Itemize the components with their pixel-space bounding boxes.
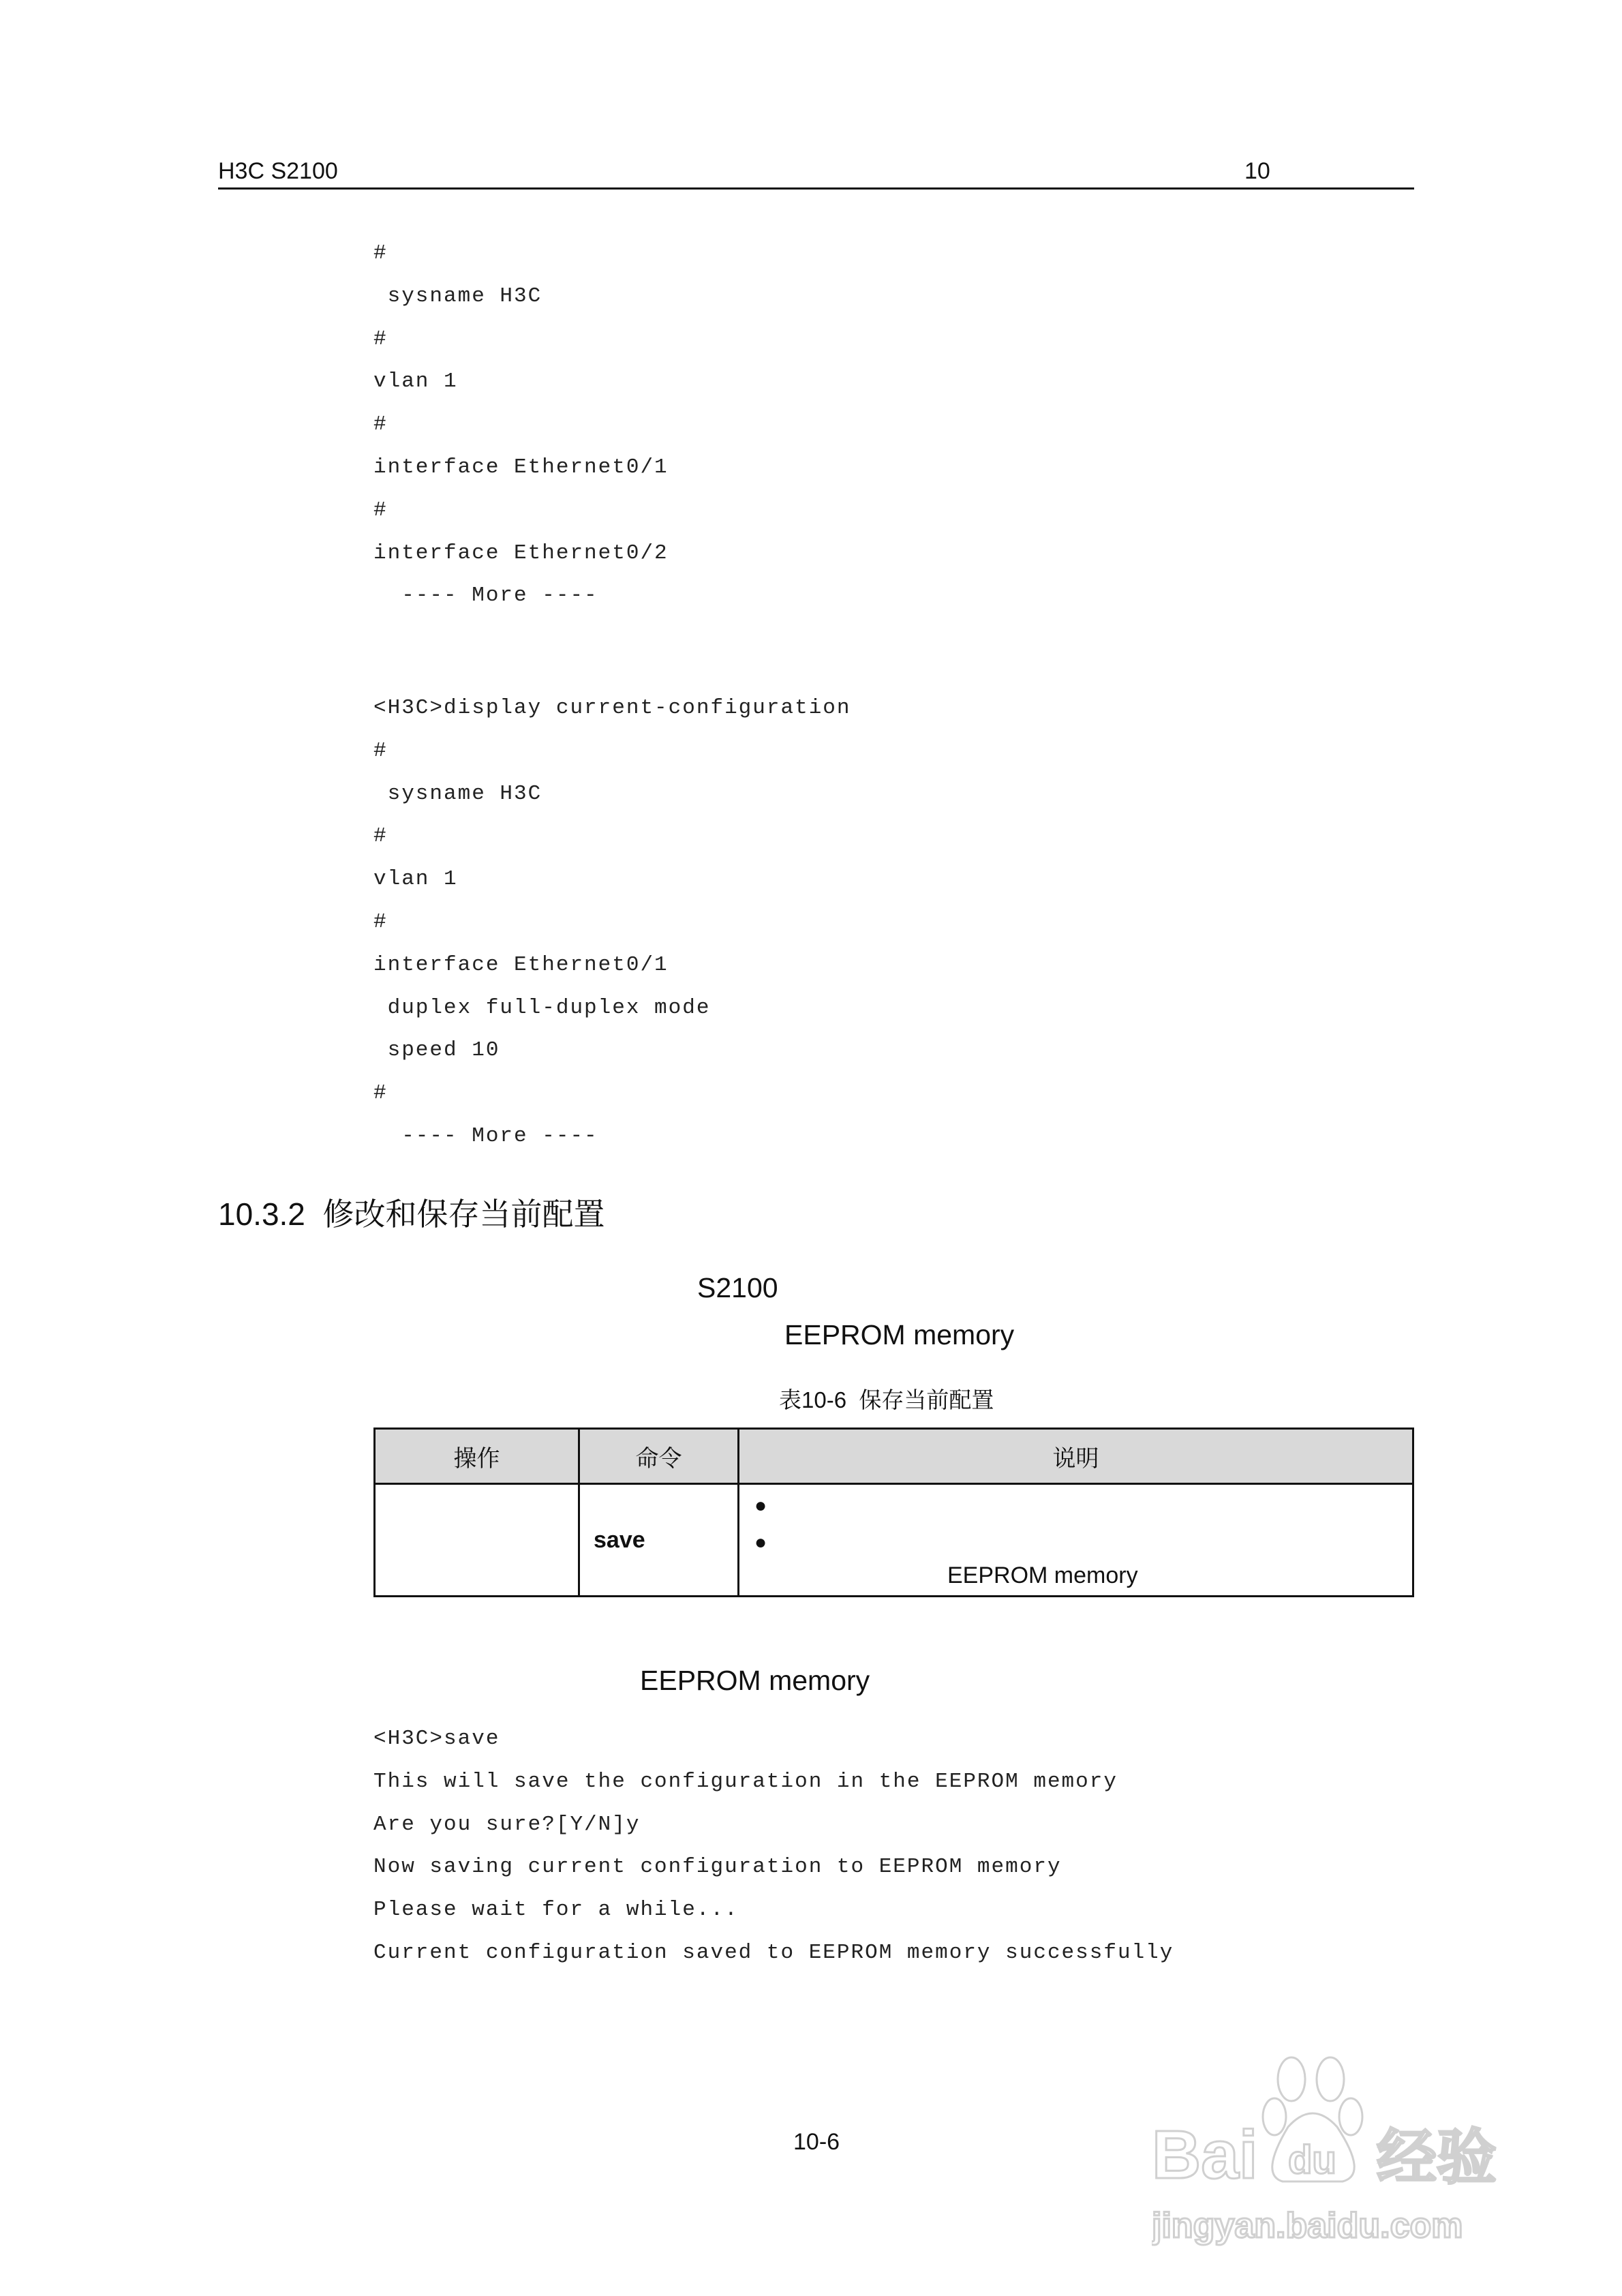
table-caption: 表10-6 保存当前配置 [779, 1387, 994, 1413]
code-line: interface Ethernet0/1 [373, 455, 669, 479]
header-title: H3C S2100 [218, 158, 338, 184]
table-row [375, 1484, 1413, 1597]
paw-toe-shape [1263, 2098, 1286, 2135]
code-block-1 [373, 232, 669, 618]
bullet-icon: ● [754, 1531, 767, 1554]
operation-cell [375, 1484, 579, 1597]
header-rule [218, 187, 1414, 190]
code-line: # [373, 327, 388, 351]
example-intro: EEPROM memory [640, 1665, 870, 1696]
code-line: ---- More ---- [373, 1123, 598, 1148]
code-line: # [373, 909, 388, 934]
code-line: ---- More ---- [373, 584, 598, 608]
note-text: EEPROM memory [947, 1562, 1138, 1588]
paw-toe-shape [1339, 2098, 1362, 2135]
code-line: # [373, 241, 388, 265]
watermark-jingyan-text: 经验 [1377, 2122, 1497, 2192]
watermark-du-text: du [1288, 2138, 1336, 2182]
command-text: save [594, 1526, 645, 1553]
code-line: <H3C>save [373, 1727, 500, 1751]
paw-toe-shape [1278, 2057, 1305, 2101]
code-line: # [373, 738, 388, 763]
paw-toe-shape [1317, 2057, 1344, 2101]
code-line: Are you sure?[Y/N]y [373, 1812, 641, 1837]
code-line: # [373, 498, 388, 522]
code-line: sysname H3C [373, 284, 542, 308]
code-line: This will save the configuration in the EEPROM memory [373, 1769, 1118, 1794]
page-number: 10-6 [793, 2129, 840, 2155]
code-line: Now saving current configuration to EEPROM memory [373, 1855, 1062, 1879]
column-header: 命令 [579, 1429, 739, 1484]
code-line: interface Ethernet0/2 [373, 541, 669, 565]
code-line: # [373, 412, 388, 437]
header-chapter: 10 [1244, 158, 1270, 184]
section-heading: 10.3.2 修改和保存当前配置 [218, 1196, 605, 1232]
code-line: # [373, 1081, 388, 1106]
paragraph-text: EEPROM memory [784, 1319, 1015, 1350]
code-line: Please wait for a while... [373, 1898, 739, 1922]
code-line: <H3C>display current-configuration [373, 696, 851, 720]
watermark-url-text: jingyan.baidu.com [1152, 2206, 1463, 2246]
watermark-bai-text: Bai [1152, 2117, 1258, 2193]
code-line: speed 10 [373, 1038, 500, 1063]
paragraph-text: S2100 [697, 1272, 778, 1303]
code-line: duplex full-duplex mode [373, 995, 711, 1020]
column-header: 说明 [739, 1429, 1413, 1484]
bullet-icon: ● [754, 1494, 767, 1517]
command-table [373, 1428, 1414, 1597]
code-line: vlan 1 [373, 867, 458, 892]
column-header: 操作 [375, 1429, 579, 1484]
code-block-3 [373, 1718, 1174, 1975]
code-line: Current configuration saved to EEPROM memory successfully [373, 1940, 1174, 1965]
baidu-watermark-logo [1152, 2052, 1561, 2256]
command-cell [579, 1484, 739, 1597]
code-block-2 [373, 687, 851, 1158]
code-line: interface Ethernet0/1 [373, 952, 669, 977]
table-header-row [375, 1429, 1413, 1484]
code-line: vlan 1 [373, 369, 458, 394]
code-line: # [373, 824, 388, 849]
description-cell [739, 1484, 1413, 1597]
code-line: sysname H3C [373, 781, 542, 806]
